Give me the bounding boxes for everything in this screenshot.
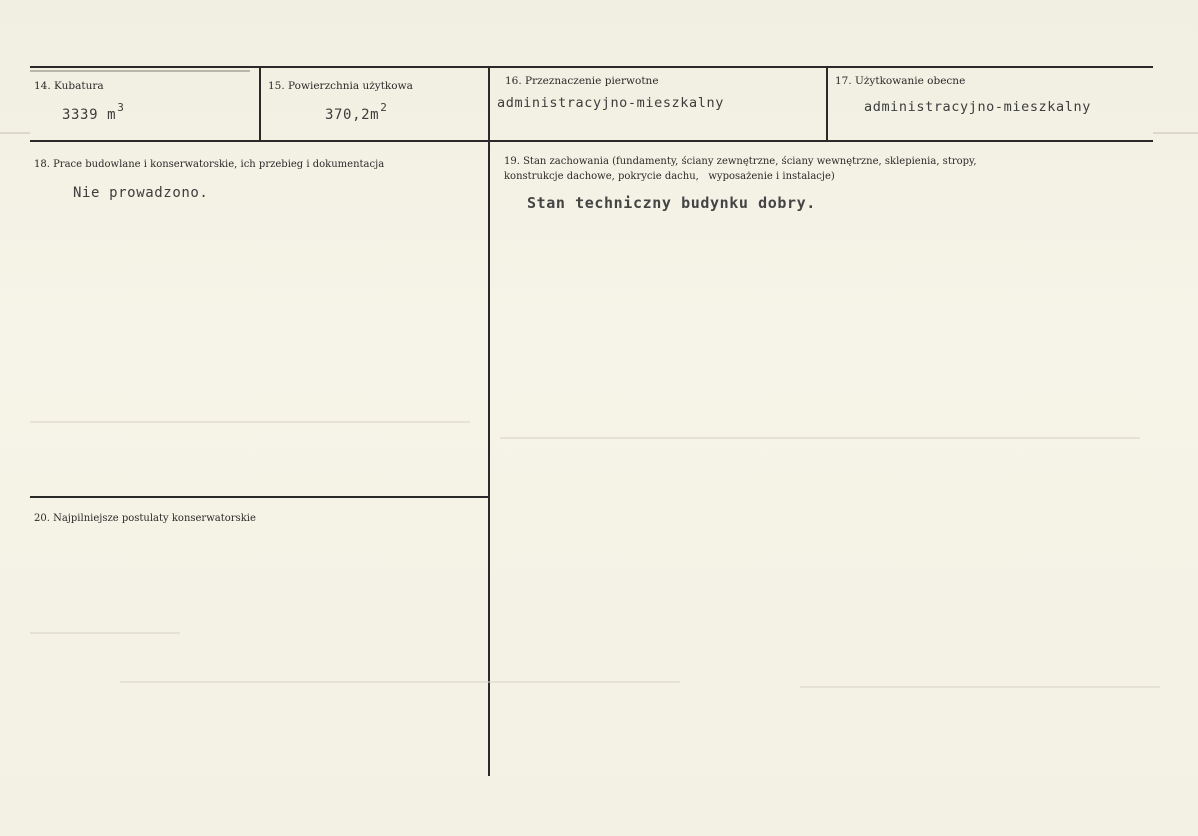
field17-label: 17. Użytkowanie obecne — [835, 75, 966, 87]
divider-16-17 — [826, 66, 828, 142]
field15-number: 370,2m — [325, 107, 380, 123]
scan-smudge — [500, 437, 1140, 439]
scan-smudge — [0, 132, 30, 134]
field19-value: Stan techniczny budynku dobry. — [527, 194, 816, 212]
field18-value: Nie prowadzono. — [73, 185, 209, 201]
field19-label-line2: konstrukcje dachowe, pokrycie dachu, wyposażenie i instalacje) — [504, 171, 835, 182]
field16-label: 16. Przeznaczenie pierwotne — [505, 75, 659, 87]
divider-15-16 — [488, 66, 490, 776]
field18-label: 18. Prace budowlane i konserwatorskie, ich przebieg i dokumentacja — [34, 159, 385, 170]
field15-value — [325, 101, 387, 123]
field15-label: 15. Powierzchnia użytkowa — [268, 80, 413, 92]
field20-label: 20. Najpilniejsze postulaty konserwatorskie — [34, 513, 256, 524]
field14-exponent: 3 — [117, 101, 125, 114]
faint-top-line — [30, 70, 250, 72]
scan-smudge — [30, 632, 180, 634]
field14-number: 3339 m — [62, 107, 117, 123]
field18-bottom-border — [30, 496, 489, 498]
scan-smudge — [800, 686, 1160, 688]
scan-smudge — [1153, 132, 1198, 134]
divider-14-15 — [259, 66, 261, 142]
top-border — [30, 66, 1153, 68]
field15-exponent: 2 — [380, 101, 388, 114]
field14-label: 14. Kubatura — [34, 80, 104, 92]
field14-value — [62, 101, 124, 123]
scan-smudge — [120, 681, 680, 683]
field17-value: administracyjno-mieszkalny — [864, 99, 1091, 115]
scan-smudge — [30, 421, 470, 423]
field19-label-line1: 19. Stan zachowania (fundamenty, ściany zewnętrzne, ściany wewnętrzne, sklepienia, stropy, — [504, 156, 977, 167]
field16-value: administracyjno-mieszkalny — [497, 95, 724, 111]
row1-bottom-border — [30, 140, 1153, 142]
